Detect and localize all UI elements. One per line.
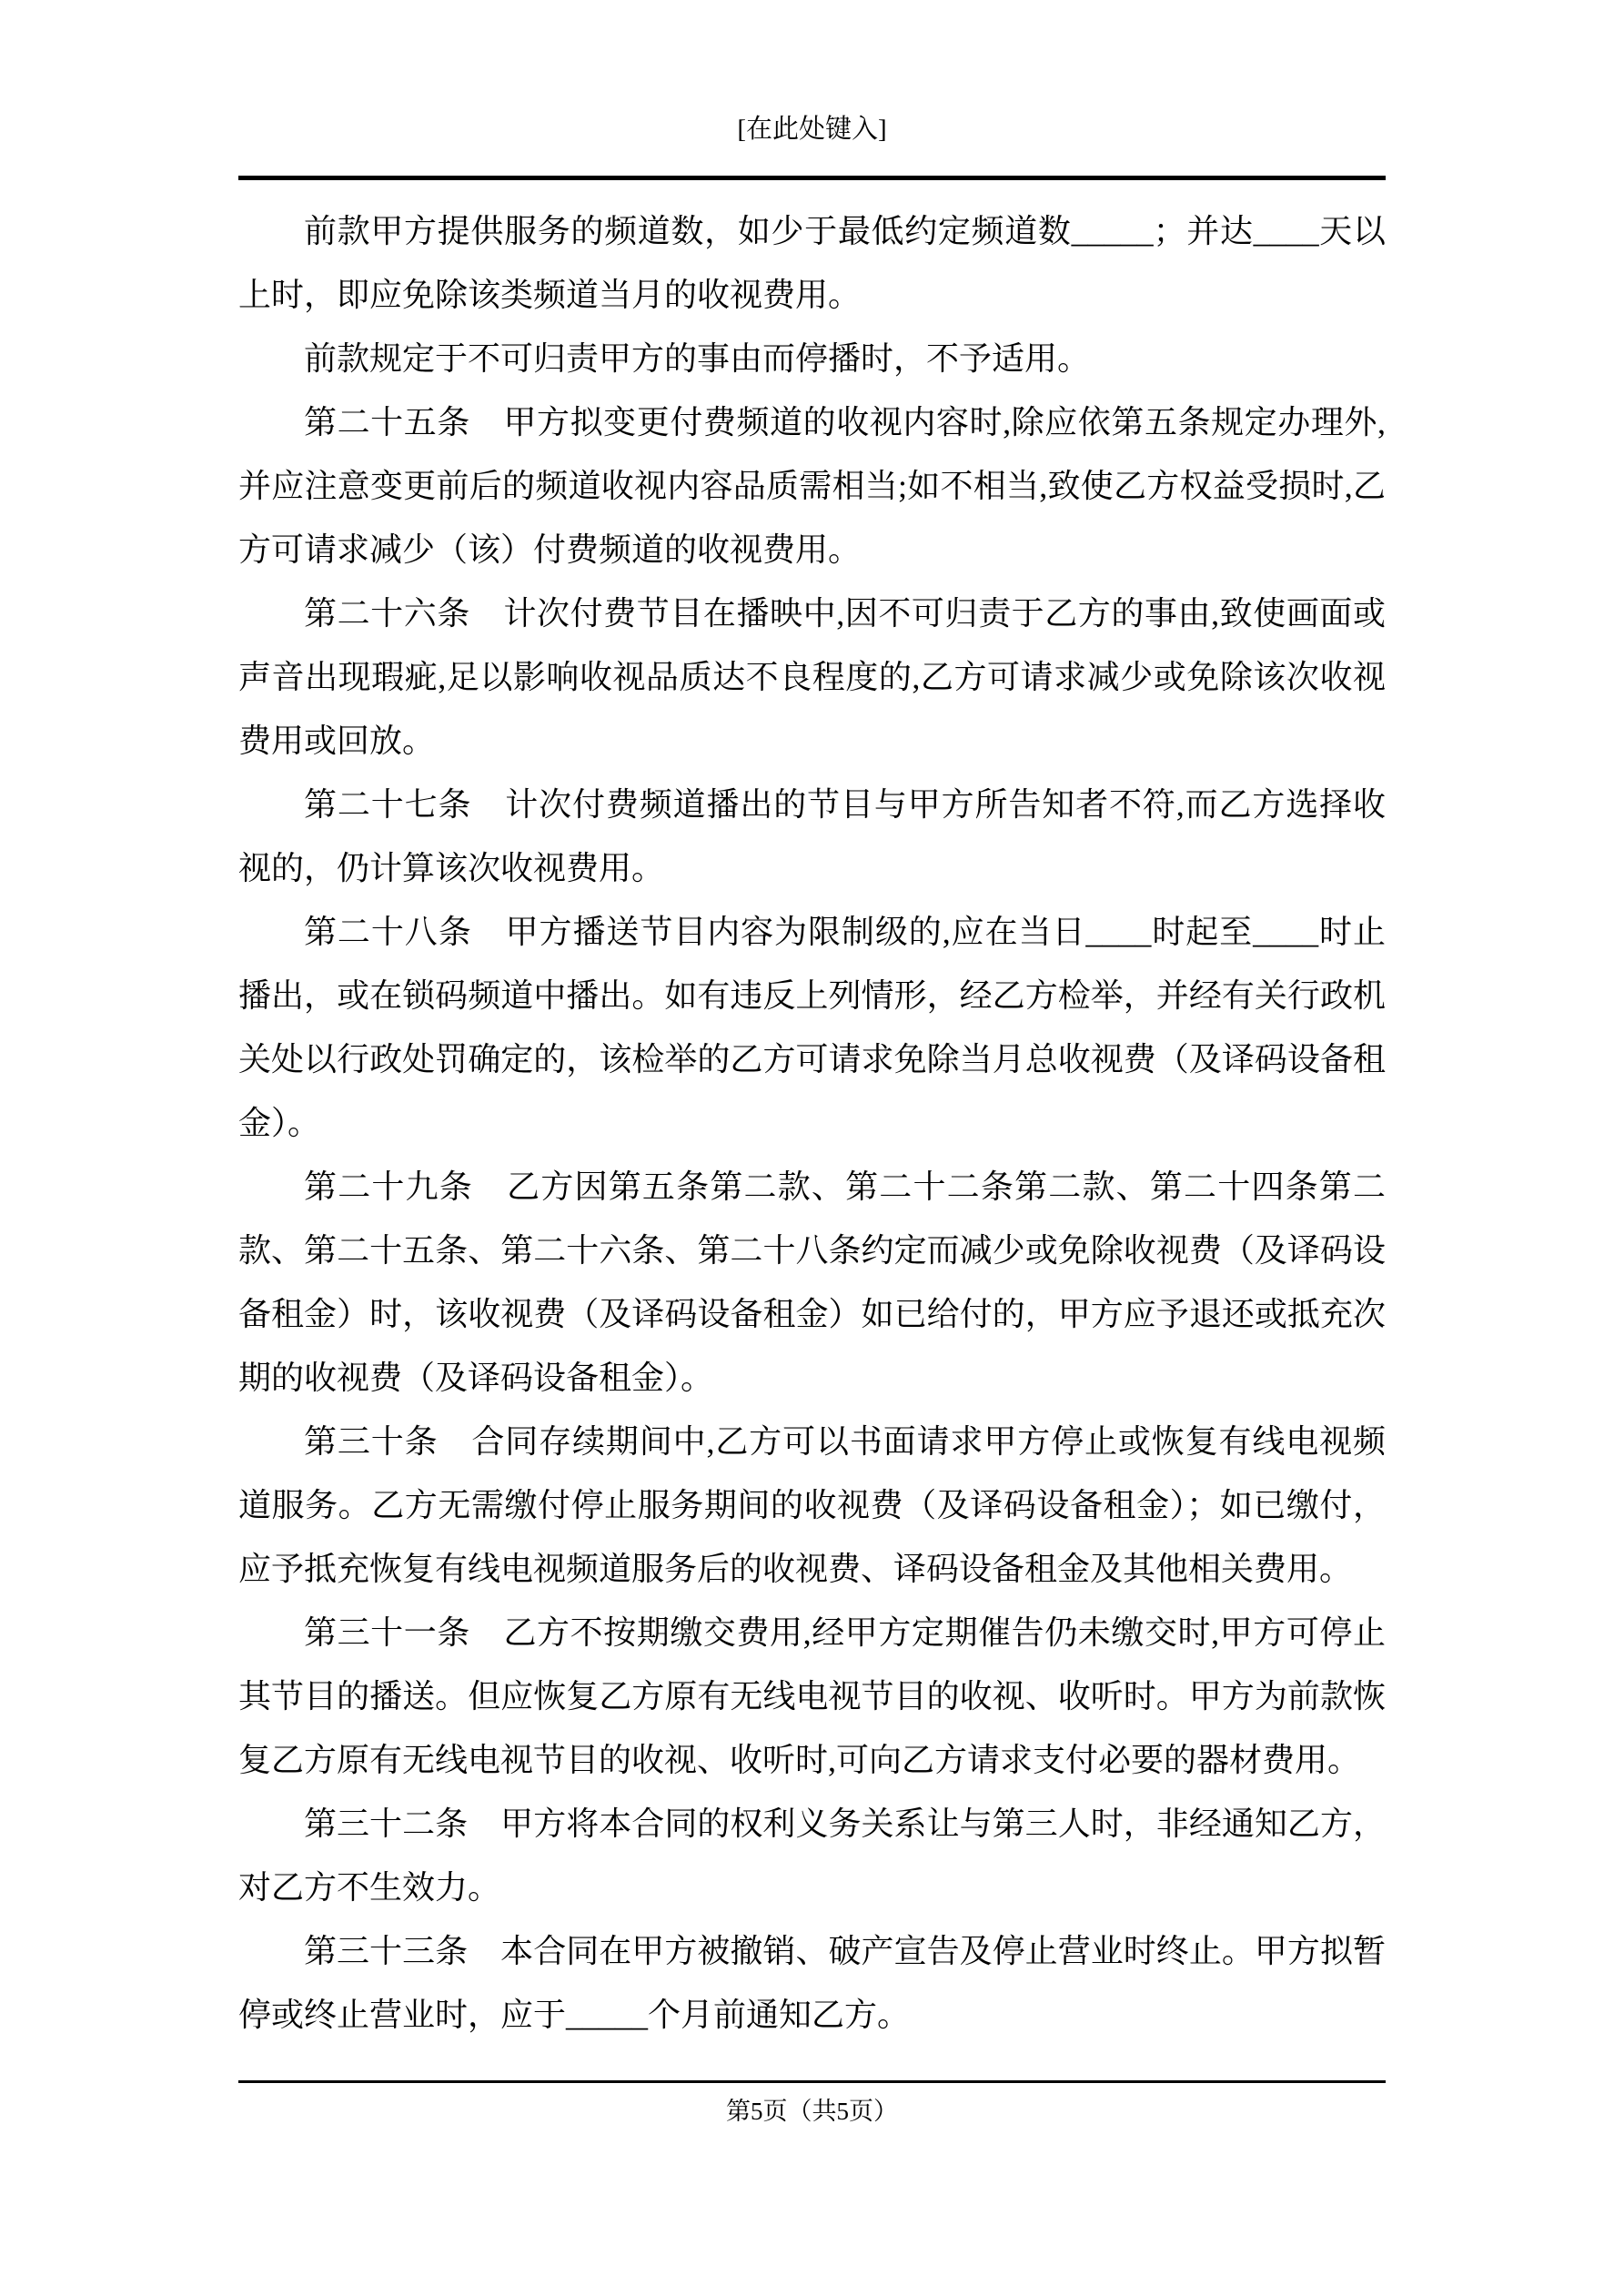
contract-paragraph: 第三十二条 甲方将本合同的权利义务关系让与第三人时，非经通知乙方，对乙方不生效力。 bbox=[238, 1805, 1386, 1906]
contract-paragraph: 前款规定于不可归责甲方的事由而停播时，不予适用。 bbox=[304, 340, 1091, 377]
contract-paragraph: 第二十八条 甲方播送节目内容为限制级的,应在当日____时起至____时止播出，或在锁码频道中播出。如有违反上列情形，经乙方检举，并经有关行政机关处以行政处罚确定的，该检举的乙方可请求免除当月总收视费（及译码设备租金）。 bbox=[238, 914, 1386, 1141]
page-number: 第5页（共5页） bbox=[726, 2098, 898, 2125]
contract-paragraph: 第二十七条 计次付费频道播出的节目与甲方所告知者不符,而乙方选择收视的，仍计算该次收视费用。 bbox=[238, 786, 1386, 886]
contract-paragraph: 第二十九条 乙方因第五条第二款、第二十二条第二款、第二十四条第二款、第二十五条、第二十六条、第二十八条约定而减少或免除收视费（及译码设备租金）时，该收视费（及译码设备租金）如已给付的，甲方应予退还或抵充次期的收视费（及译码设备租金）。 bbox=[238, 1168, 1386, 1396]
contract-paragraph: 第二十六条 计次付费节目在播映中,因不可归责于乙方的事由,致使画面或声音出现瑕疵,足以影响收视品质达不良程度的,乙方可请求减少或免除该次收视费用或回放。 bbox=[238, 595, 1386, 759]
header-rule bbox=[238, 176, 1386, 180]
contract-paragraph: 前款甲方提供服务的频道数，如少于最低约定频道数_____；并达____天以上时，即应免除该类频道当月的收视费用。 bbox=[238, 213, 1386, 313]
footer-rule bbox=[238, 2080, 1386, 2083]
contract-paragraph: 第二十五条 甲方拟变更付费频道的收视内容时,除应依第五条规定办理外,并应注意变更前后的频道收视内容品质需相当;如不相当,致使乙方权益受损时,乙方可请求减少（该）付费频道的收视费用。 bbox=[238, 404, 1386, 568]
document-body bbox=[238, 199, 1386, 2047]
contract-paragraph: 第三十条 合同存续期间中,乙方可以书面请求甲方停止或恢复有线电视频道服务。乙方无需缴付停止服务期间的收视费（及译码设备租金）；如已缴付，应予抵充恢复有线电视频道服务后的收视费、译码设备租金及其他相关费用。 bbox=[238, 1423, 1386, 1587]
contract-paragraph: 第三十一条 乙方不按期缴交费用,经甲方定期催告仍未缴交时,甲方可停止其节目的播送。但应恢复乙方原有无线电视节目的收视、收听时。甲方为前款恢复乙方原有无线电视节目的收视、收听时,可向乙方请求支付必要的器材费用。 bbox=[238, 1614, 1386, 1778]
header-placeholder[interactable]: [在此处键入] bbox=[737, 115, 887, 144]
contract-paragraph: 第三十三条 本合同在甲方被撤销、破产宣告及停止营业时终止。甲方拟暂停或终止营业时，应于_____个月前通知乙方。 bbox=[238, 1933, 1386, 2033]
